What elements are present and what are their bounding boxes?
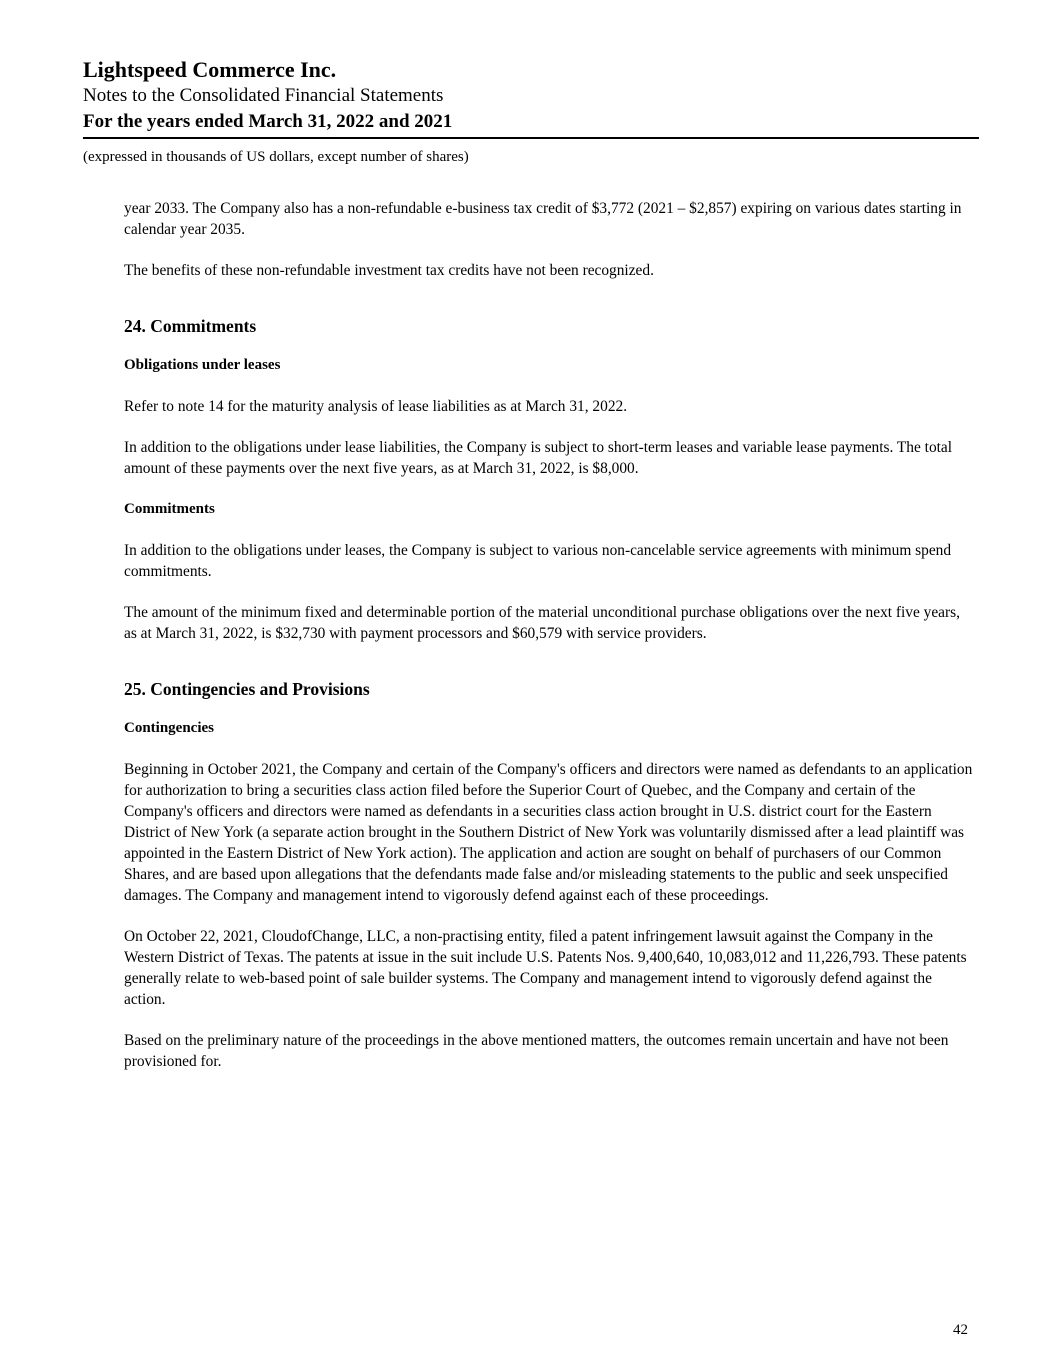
subheading-commitments: Commitments [124,501,215,517]
reporting-period: For the years ended March 31, 2022 and 2021 [83,111,453,132]
contingencies-paragraph-1: Beginning in October 2021, the Company and certain of the Company's officers and directors were named as defendants to an application for authorization to bring a securities class action filed before the Superior Court of Quebec, and the Company and certain of the Company's officers and directors were named as defendants in a securities class action brought in U.S. district court for the Eastern District of New York (a separate action brought in the Southern District of New York was voluntarily dismissed after a lead plaintiff was appointed in the Eastern District of New York action). The application and action are sought on behalf of purchasers of our Common Shares, and are based upon allegations that the defendants made false and/or misleading statements to the public and seek unspecified damages. The Company and management intend to vigorously defend against each of these proceedings. [124,761,973,904]
commitments-paragraph-1: In addition to the obligations under leases, the Company is subject to various non-cancelable service agreements with minimum spend commitments. [124,542,952,580]
units-note: (expressed in thousands of US dollars, except number of shares) [83,149,469,165]
company-name: Lightspeed Commerce Inc. [83,57,337,82]
subheading-contingencies: Contingencies [124,720,214,736]
commitments-paragraph-2: The amount of the minimum fixed and determinable portion of the material unconditional purchase obligations over the next five years, as at March 31, 2022, is $32,730 with payment processors and $60,579 with service providers. [124,604,960,642]
document-subtitle: Notes to the Consolidated Financial Statements [83,85,444,106]
leases-paragraph-2: In addition to the obligations under lease liabilities, the Company is subject to short-term leases and variable lease payments. The total amount of these payments over the next five years, as at March 31, 2022, is $8,000. [124,439,953,477]
page-number: 42 [953,1322,968,1338]
intro-paragraph-2: The benefits of these non-refundable investment tax credits have not been recognized. [124,262,654,279]
header-divider [83,137,979,139]
document-body [124,198,976,1092]
contingencies-paragraph-2: On October 22, 2021, CloudofChange, LLC, a non-practising entity, filed a patent infringement lawsuit against the Company in the Western District of Texas. The patents at issue in the suit include U.S. Patents Nos. 9,400,640, 10,083,012 and 11,226,793. These patents generally relate to web-based point of sale builder systems. The Company and management intend to vigorously defend against the action. [124,928,967,1008]
leases-paragraph-1: Refer to note 14 for the maturity analysis of lease liabilities as at March 31, 2022. [124,398,628,415]
document-header [83,56,979,166]
section-heading-contingencies: 25. Contingencies and Provisions [124,679,370,699]
intro-paragraph-1: year 2033. The Company also has a non-refundable e-business tax credit of $3,772 (2021 – $2,857) expiring on various dates starting in calendar year 2035. [124,200,962,238]
section-heading-commitments: 24. Commitments [124,316,257,336]
contingencies-paragraph-3: Based on the preliminary nature of the proceedings in the above mentioned matters, the outcomes remain uncertain and have not been provisioned for. [124,1032,949,1070]
subheading-obligations-under-leases: Obligations under leases [124,357,281,373]
